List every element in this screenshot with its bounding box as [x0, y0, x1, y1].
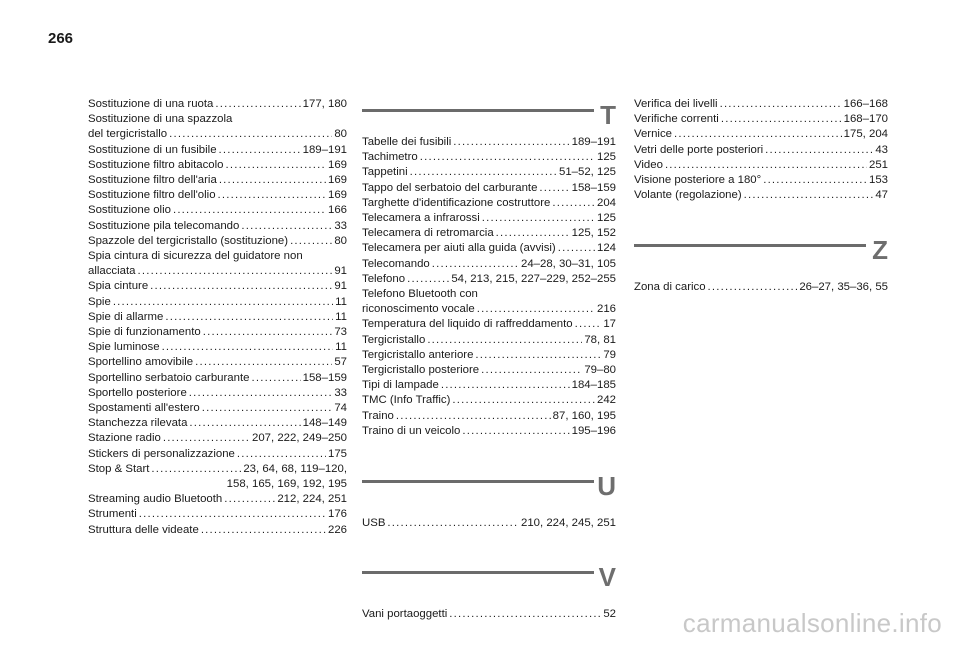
- leader-dots: [113, 295, 333, 310]
- index-entry: [88, 340, 347, 355]
- index-entry: [88, 523, 347, 538]
- index-entry: [88, 158, 347, 173]
- entry-pages: 166: [327, 204, 347, 217]
- entry-label: Spia cinture: [88, 280, 149, 293]
- entry-pages: 91: [334, 265, 347, 278]
- entry-pages: 57: [334, 356, 347, 369]
- entry-label: Spostamenti all'estero: [88, 402, 200, 415]
- entry-pages: 177, 180: [302, 98, 347, 110]
- index-entry: [88, 386, 347, 401]
- leader-dots: [744, 188, 874, 203]
- entry-label: Telecamera per aiuti alla guida (avvisi): [362, 242, 556, 255]
- entry-pages: 79–80: [584, 364, 616, 377]
- entry-label: Traino di un veicolo: [362, 424, 461, 437]
- entry-pages: 79: [603, 348, 616, 361]
- entry-label: Sportellino amovibile: [88, 356, 194, 369]
- index-entry: [88, 249, 347, 279]
- leader-dots: [219, 143, 301, 158]
- entry-pages: 17: [603, 318, 616, 331]
- index-entry: [88, 492, 347, 507]
- entry-pages-continued: 158, 165, 169, 192, 195: [226, 478, 347, 491]
- index-entry: [88, 234, 347, 249]
- entry-label: Tabelle dei fusibili: [362, 136, 452, 148]
- entry-pages: 242: [596, 394, 616, 407]
- section-rule: [362, 480, 594, 483]
- leader-dots: [674, 127, 842, 142]
- leader-dots: [765, 143, 873, 158]
- entry-label: Targhette d'identificazione costruttore: [362, 196, 551, 209]
- index-entry: [634, 143, 888, 158]
- entry-label: Stazione radio: [88, 432, 161, 445]
- section-rule: [362, 571, 594, 574]
- index-entry: [88, 325, 347, 340]
- entry-label: Streaming audio Bluetooth: [88, 493, 223, 506]
- entry-label: Spie: [88, 295, 111, 308]
- entry-label: Visione posteriore a 180°: [634, 174, 762, 187]
- entry-pages: 207, 222, 249–250: [251, 432, 347, 445]
- leader-dots: [721, 112, 842, 127]
- leader-dots: [575, 317, 602, 332]
- entry-label: Verifiche correnti: [634, 113, 719, 126]
- leader-dots: [427, 333, 582, 348]
- leader-dots: [138, 264, 333, 279]
- entry-pages: 169: [327, 174, 347, 187]
- entry-label: Telecamera a infrarossi: [362, 212, 480, 225]
- entry-label-line: Sostituzione di una spazzola: [88, 113, 233, 126]
- index-entry: [88, 431, 347, 446]
- leader-dots: [496, 226, 570, 241]
- section-header-v: [362, 563, 616, 607]
- leader-dots: [477, 302, 595, 317]
- leader-dots: [441, 378, 570, 393]
- entry-pages: 11: [335, 310, 347, 323]
- leader-dots: [163, 431, 250, 446]
- index-column-1: [88, 97, 347, 538]
- index-entry: [362, 241, 616, 256]
- entry-label: Tergicristallo: [362, 333, 426, 346]
- leader-dots: [708, 280, 798, 295]
- leader-dots: [763, 173, 867, 188]
- index-entry: [362, 196, 616, 211]
- index-entry: [634, 97, 888, 112]
- entry-pages: 74: [334, 402, 347, 415]
- entry-label: Stop & Start: [88, 462, 150, 475]
- entry-label: Sportellino serbatoio carburante: [88, 371, 250, 384]
- entry-label: Volante (regolazione): [634, 189, 742, 202]
- index-entry: [362, 165, 616, 180]
- page-number: 266: [48, 30, 74, 47]
- leader-dots: [139, 507, 326, 522]
- entry-label: Sportello posteriore: [88, 386, 187, 399]
- entry-label: Telecamera di retromarcia: [362, 227, 494, 240]
- index-entry: [362, 393, 616, 408]
- entry-pages: 251: [868, 158, 888, 171]
- entry-pages: 158–159: [302, 371, 347, 384]
- section-letter: T: [600, 100, 616, 130]
- index-entry: [88, 401, 347, 416]
- index-entry: [362, 226, 616, 241]
- index-column-2: [362, 101, 616, 622]
- entry-pages: 169: [327, 158, 347, 171]
- index-entry: [362, 287, 616, 317]
- index-entry: [362, 317, 616, 332]
- entry-label: Spie di funzionamento: [88, 326, 201, 339]
- index-entry: [362, 150, 616, 165]
- entry-label: Zona di carico: [634, 281, 706, 294]
- index-entry: [88, 462, 347, 492]
- entry-label: Struttura delle videate: [88, 523, 199, 536]
- index-entry: [88, 507, 347, 522]
- entry-label: Video: [634, 158, 663, 171]
- entry-pages: 80: [334, 128, 347, 141]
- index-entry: [362, 409, 616, 424]
- entry-label: Verifica dei livelli: [634, 98, 718, 110]
- entry-pages: 51–52, 125: [558, 166, 616, 179]
- leader-dots: [218, 188, 326, 203]
- entry-label-line: Telefono Bluetooth con: [362, 288, 478, 301]
- index-entry: [362, 348, 616, 363]
- entry-pages: 87, 160, 195: [552, 409, 616, 422]
- entry-pages: 24–28, 30–31, 105: [520, 257, 616, 270]
- entry-pages: 80: [334, 234, 347, 247]
- index-entry: [88, 203, 347, 218]
- index-entry: [362, 378, 616, 393]
- entry-pages: 195–196: [571, 424, 616, 437]
- entry-pages: 226: [327, 523, 347, 536]
- index-entry: [362, 516, 616, 531]
- entry-label: Spie di allarme: [88, 310, 164, 323]
- leader-dots: [226, 158, 326, 173]
- entry-label: allacciata: [88, 265, 136, 278]
- index-entry: [362, 363, 616, 378]
- leader-dots: [396, 409, 551, 424]
- entry-pages: 169: [327, 189, 347, 202]
- entry-pages: 47: [875, 189, 888, 202]
- index-column-3: [634, 97, 888, 296]
- leader-dots: [150, 279, 332, 294]
- leader-dots: [462, 424, 569, 439]
- entry-label: Tappo del serbatoio del carburante: [362, 181, 538, 194]
- leader-dots: [224, 492, 275, 507]
- section-header-u: [362, 472, 616, 516]
- index-entry: [88, 310, 347, 325]
- index-entry: [362, 607, 616, 622]
- entry-pages: 175, 204: [843, 128, 888, 141]
- watermark: carmanualsonline.info: [682, 608, 942, 638]
- entry-label: Temperatura del liquido di raffreddamento: [362, 318, 573, 331]
- entry-pages: 11: [335, 295, 347, 308]
- entry-label-line: Spia cintura di sicurezza del guidatore non: [88, 250, 303, 263]
- entry-pages: 175: [327, 447, 347, 460]
- index-entry: [362, 257, 616, 272]
- leader-dots: [558, 241, 595, 256]
- entry-label: Telefono: [362, 272, 406, 285]
- entry-pages: 168–170: [843, 113, 888, 126]
- leader-dots: [162, 340, 334, 355]
- entry-pages: 189–191: [571, 136, 616, 148]
- entry-pages: 124: [596, 242, 616, 255]
- leader-dots: [189, 416, 300, 431]
- entry-pages: 73: [334, 326, 347, 339]
- leader-dots: [481, 363, 582, 378]
- entry-pages: 212, 224, 251: [277, 493, 347, 506]
- entry-pages: 54, 213, 215, 227–229, 252–255: [451, 272, 616, 285]
- entry-pages: 11: [335, 341, 347, 354]
- index-entry: [362, 211, 616, 226]
- leader-dots: [201, 523, 326, 538]
- entry-label: Spazzole del tergicristallo (sostituzione): [88, 234, 289, 247]
- leader-dots: [449, 607, 601, 622]
- index-entry: [362, 181, 616, 196]
- leader-dots: [482, 211, 595, 226]
- leader-dots: [202, 401, 333, 416]
- leader-dots: [169, 127, 332, 142]
- entry-label: Tachimetro: [362, 151, 418, 164]
- leader-dots: [420, 150, 595, 165]
- index-entry: [88, 416, 347, 431]
- leader-dots: [215, 97, 300, 112]
- entry-pages: 189–191: [302, 143, 347, 156]
- leader-dots: [453, 135, 569, 150]
- section-rule: [634, 244, 866, 247]
- entry-pages: 33: [334, 219, 347, 232]
- leader-dots: [665, 158, 867, 173]
- entry-label: Sostituzione di una ruota: [88, 98, 214, 110]
- entry-label: Telecomando: [362, 257, 430, 270]
- entry-label: Sostituzione filtro abitacolo: [88, 158, 224, 171]
- section-rule: [362, 109, 594, 112]
- entry-label: Spie luminose: [88, 341, 160, 354]
- section-header-z: [634, 236, 888, 280]
- entry-label: Stickers di personalizzazione: [88, 447, 235, 460]
- entry-pages: 23, 64, 68, 119–120,: [243, 462, 347, 475]
- index-entry: [634, 188, 888, 203]
- leader-dots: [475, 348, 601, 363]
- entry-pages: 153: [868, 174, 888, 187]
- index-entry: [88, 112, 347, 142]
- entry-label: Vernice: [634, 128, 672, 141]
- index-entry: [88, 447, 347, 462]
- leader-dots: [173, 203, 326, 218]
- entry-label: Tergicristallo posteriore: [362, 364, 480, 377]
- entry-pages: 91: [334, 280, 347, 293]
- entry-pages: 204: [596, 196, 616, 209]
- leader-dots: [410, 165, 557, 180]
- entry-pages: 166–168: [843, 98, 888, 110]
- entry-pages: 33: [334, 386, 347, 399]
- entry-pages: 125, 152: [571, 227, 616, 240]
- entry-label: Vetri delle porte posteriori: [634, 143, 764, 156]
- entry-label: Sostituzione olio: [88, 204, 171, 217]
- entry-pages: 158–159: [571, 181, 616, 194]
- entry-label: Tipi di lampade: [362, 379, 439, 392]
- entry-label: del tergicristallo: [88, 128, 168, 141]
- index-entry: [88, 173, 347, 188]
- index-entry: [634, 173, 888, 188]
- entry-label: Traino: [362, 409, 394, 422]
- leader-dots: [251, 371, 300, 386]
- index-entry: [88, 371, 347, 386]
- entry-label: Stanchezza rilevata: [88, 417, 188, 430]
- entry-pages: 52: [603, 608, 616, 621]
- leader-dots: [539, 181, 569, 196]
- section-letter: U: [597, 471, 616, 502]
- entry-label: Sostituzione filtro dell'olio: [88, 189, 216, 202]
- entry-pages: 176: [327, 508, 347, 521]
- leader-dots: [151, 462, 241, 477]
- entry-label: TMC (Info Traffic): [362, 394, 451, 407]
- index-entry: [88, 219, 347, 234]
- entry-pages: 43: [875, 143, 888, 156]
- leader-dots: [219, 173, 326, 188]
- leader-dots: [407, 272, 449, 287]
- leader-dots: [165, 310, 333, 325]
- index-entry: [88, 143, 347, 158]
- index-entry: [634, 112, 888, 127]
- entry-label: Tappetini: [362, 166, 408, 179]
- entry-label: Sostituzione pila telecomando: [88, 219, 240, 232]
- section-letter: Z: [872, 235, 888, 266]
- index-entry: [88, 279, 347, 294]
- entry-pages: 78, 81: [584, 333, 616, 346]
- leader-dots: [203, 325, 333, 340]
- index-entry: [362, 424, 616, 439]
- entry-pages: 216: [596, 303, 616, 316]
- entry-label: Sostituzione di un fusibile: [88, 143, 217, 156]
- section-header-t: [362, 101, 616, 135]
- leader-dots: [552, 196, 595, 211]
- entry-label: Sostituzione filtro dell'aria: [88, 174, 217, 187]
- section-letter: V: [598, 562, 616, 593]
- entry-pages: 148–149: [302, 417, 347, 430]
- index-entry: [362, 272, 616, 287]
- leader-dots: [432, 257, 519, 272]
- entry-pages: 125: [596, 212, 616, 225]
- entry-pages: 184–185: [571, 379, 616, 392]
- entry-label: USB: [362, 517, 386, 530]
- entry-pages: 125: [596, 151, 616, 164]
- entry-label: riconoscimento vocale: [362, 303, 475, 316]
- entry-label: Tergicristallo anteriore: [362, 348, 474, 361]
- index-entry: [634, 280, 888, 295]
- index-entry: [362, 333, 616, 348]
- leader-dots: [195, 355, 332, 370]
- leader-dots: [237, 447, 326, 462]
- index-entry: [88, 295, 347, 310]
- index-entry: [88, 355, 347, 370]
- index-entry: [362, 135, 616, 150]
- index-entry: [634, 158, 888, 173]
- leader-dots: [387, 516, 519, 531]
- index-entry: [88, 188, 347, 203]
- leader-dots: [720, 97, 842, 112]
- leader-dots: [452, 393, 595, 408]
- leader-dots: [189, 386, 333, 401]
- entry-pages: 210, 224, 245, 251: [520, 517, 616, 530]
- leader-dots: [290, 234, 332, 249]
- entry-label: Vani portaoggetti: [362, 608, 448, 621]
- entry-label: Strumenti: [88, 508, 137, 521]
- entry-pages: 26–27, 35–36, 55: [799, 281, 888, 294]
- leader-dots: [241, 219, 332, 234]
- index-entry: [88, 97, 347, 112]
- index-entry: [634, 127, 888, 142]
